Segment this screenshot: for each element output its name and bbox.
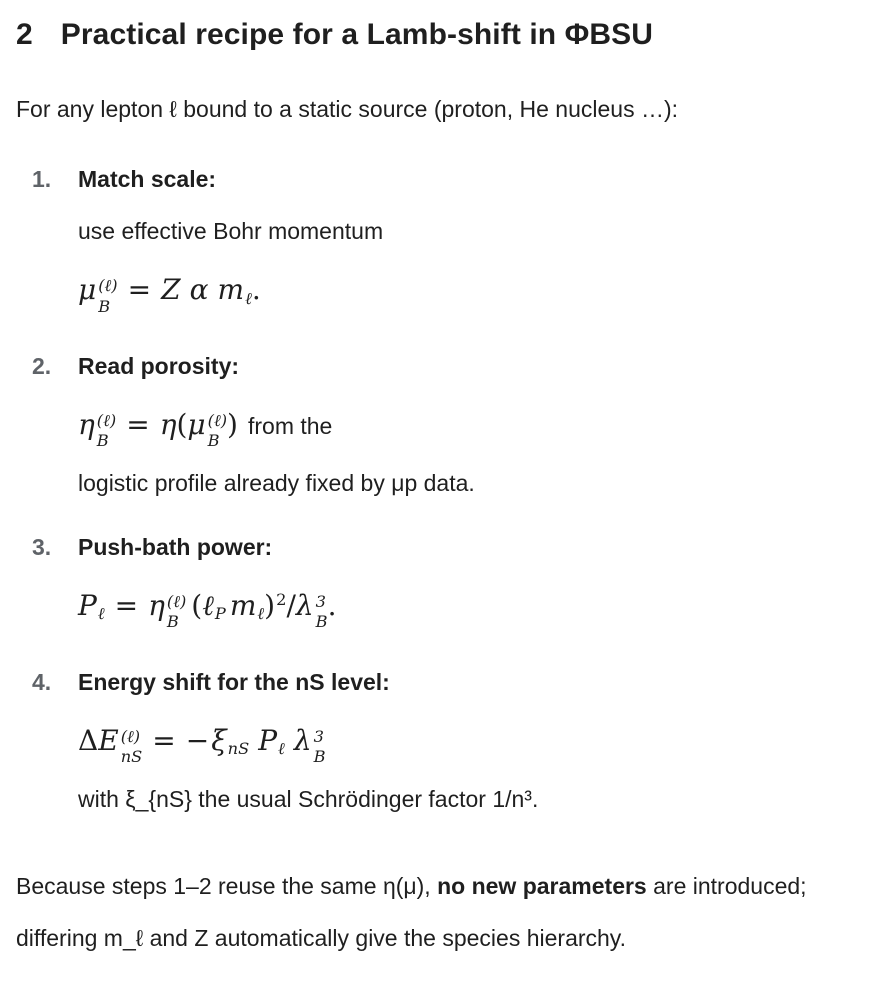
math-subscript: B	[207, 431, 220, 451]
math-token: .	[327, 588, 337, 622]
math-subscript: P	[214, 604, 226, 624]
step-item-3	[16, 532, 875, 633]
formula-porosity	[78, 397, 875, 452]
step-marker: 2.	[32, 352, 52, 379]
math-subscript: ℓ	[257, 604, 265, 624]
math-token: )	[264, 588, 276, 622]
math-token: Z	[161, 273, 181, 306]
step-item-2	[16, 351, 875, 498]
step-body	[78, 667, 875, 814]
math-token: =	[114, 588, 139, 622]
step-marker: 4.	[32, 668, 52, 695]
math-subscript: ℓ	[278, 739, 285, 759]
section-title: Practical recipe for a Lamb-shift in ΦBSU	[60, 18, 654, 51]
math-subscript: ℓ	[245, 288, 252, 308]
math-token: (	[176, 407, 188, 441]
superscript-subscript	[167, 592, 186, 633]
step-marker: 3.	[32, 533, 52, 560]
math-superscript: (ℓ)	[96, 411, 117, 431]
step-body	[78, 351, 875, 498]
math-expression	[78, 723, 326, 767]
math-token: P	[258, 723, 278, 757]
math-superscript: (ℓ)	[98, 276, 118, 296]
math-token: P	[78, 588, 97, 622]
math-subscript: B	[166, 612, 179, 632]
superscript-subscript	[208, 411, 227, 452]
step-item-4	[16, 667, 875, 814]
math-subscript: B	[313, 747, 326, 767]
math-token: η	[159, 407, 177, 441]
superscript-subscript	[98, 276, 117, 317]
math-subscript: B	[98, 296, 111, 316]
math-token: ξ	[211, 723, 227, 757]
math-token: /	[286, 588, 296, 622]
math-expression	[78, 407, 333, 451]
math-token: m	[217, 273, 245, 306]
math-token: (	[191, 588, 203, 622]
math-token: α	[189, 273, 209, 306]
step-text: with ξ_{nS} the usual Schrödinger factor 1/n³.	[78, 785, 539, 812]
math-superscript: (ℓ)	[207, 411, 228, 431]
math-token: λ	[295, 588, 314, 622]
closing-text-post: are introduced; differing m_ℓ and Z automatically give the species hierarchy.	[16, 872, 807, 951]
math-token: λ	[293, 723, 312, 757]
math-token: η	[78, 407, 95, 441]
step-label: Energy shift for the nS level:	[78, 668, 390, 695]
step-text: use effective Bohr momentum	[78, 218, 384, 244]
superscript-subscript	[314, 727, 326, 768]
math-superscript: (ℓ)	[166, 592, 187, 612]
closing-paragraph	[16, 860, 875, 964]
math-subscript: ℓ	[97, 604, 105, 624]
math-token: μ	[78, 273, 97, 306]
math-subscript: nS	[227, 739, 250, 759]
superscript-subscript	[121, 727, 143, 768]
math-subscript: B	[96, 431, 109, 451]
formula-energy-shift	[78, 713, 875, 768]
section-heading	[16, 16, 875, 54]
math-superscript: (ℓ)	[120, 726, 141, 746]
step-marker: 1.	[32, 166, 52, 192]
step-text: logistic profile already fixed by μp data.	[78, 469, 475, 496]
math-expression	[78, 273, 261, 316]
math-token: ℓ	[202, 588, 214, 622]
step-body	[78, 532, 875, 633]
section-number: 2	[16, 18, 33, 51]
math-expression	[78, 588, 337, 632]
step-body	[78, 164, 875, 317]
math-superscript: 3	[313, 726, 324, 746]
math-token: E	[98, 723, 119, 757]
math-token: η	[148, 588, 165, 622]
step-label: Match scale:	[78, 166, 217, 192]
formula-push-bath-power	[78, 578, 875, 633]
step-label: Push-bath power:	[78, 533, 273, 560]
math-superscript: 3	[315, 592, 326, 612]
closing-text-pre: Because steps 1–2 reuse the same η(μ),	[16, 872, 438, 899]
math-token: Δ	[78, 723, 99, 757]
intro-paragraph: For any lepton ℓ bound to a static source (proton, He nucleus …):	[16, 96, 679, 122]
math-subscript: nS	[120, 747, 143, 767]
math-token: .	[251, 273, 261, 306]
math-token: μ	[187, 407, 206, 441]
formula-bohr-momentum	[78, 262, 875, 317]
math-token: m	[229, 588, 257, 622]
steps-list	[16, 164, 875, 814]
math-subscript: B	[315, 612, 328, 632]
math-token: =	[126, 407, 150, 441]
math-token: =	[152, 723, 176, 757]
superscript-subscript	[97, 411, 116, 452]
math-token: =	[127, 273, 152, 306]
math-superscript: 2	[276, 590, 287, 610]
superscript-subscript	[316, 592, 328, 633]
step-label: Read porosity:	[78, 352, 240, 379]
closing-text-bold: no new parameters	[437, 872, 647, 899]
step-item-1	[16, 164, 875, 317]
math-token: −	[185, 723, 210, 757]
math-token: )	[227, 407, 238, 441]
math-trailing-text: from the	[247, 412, 333, 439]
